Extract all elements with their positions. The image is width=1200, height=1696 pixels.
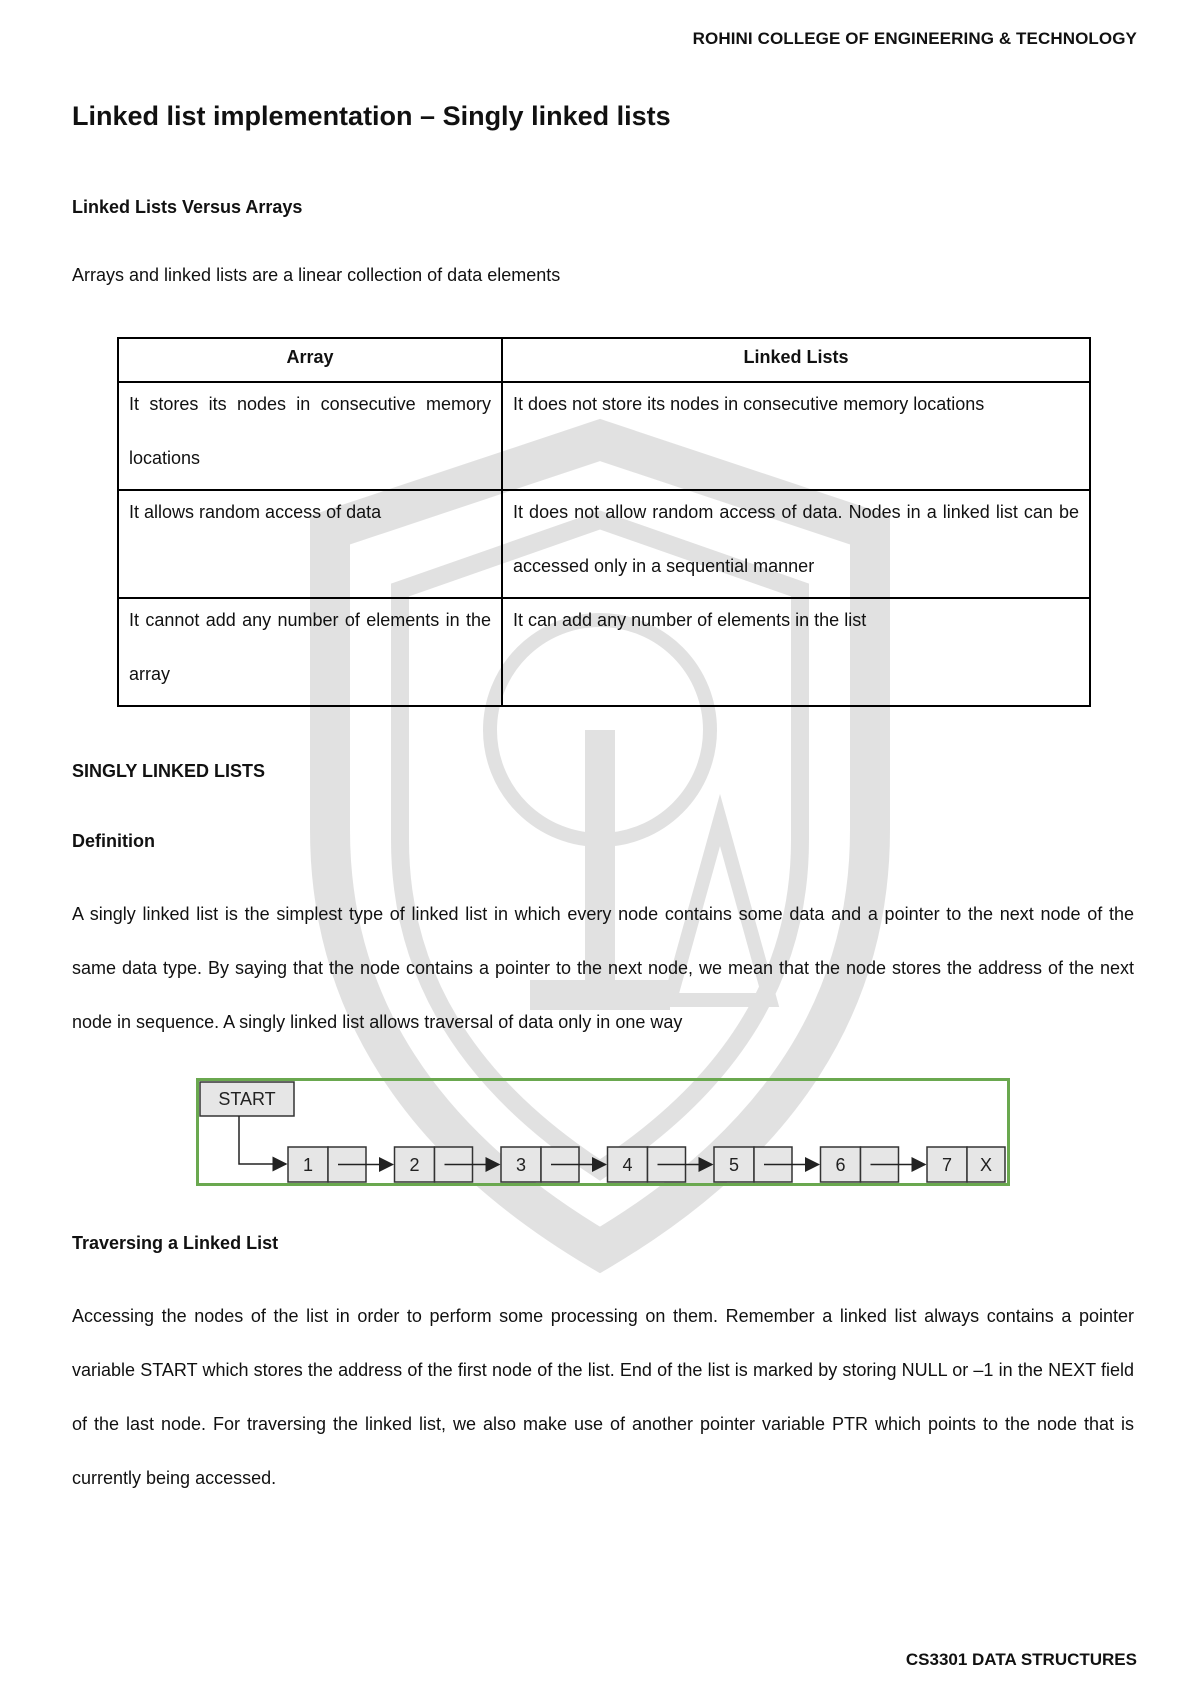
table-row <box>118 490 1090 598</box>
null-marker: X <box>979 1155 993 1175</box>
table-row <box>118 382 1090 490</box>
table-cell: It cannot add any number of elements in the array <box>118 598 502 706</box>
section-heading-traversing: Traversing a Linked List <box>72 1233 279 1253</box>
definition-paragraph: A singly linked list is the simplest type of linked list in which every node contains some data and a pointer to the next node of the same data type. By saying that the node contains a pointer to the next node, we mean that the node stores the address of the next node in sequence. A singly linked list allows traversal of data only in one way <box>72 904 1134 1032</box>
table-cell: It does not store its nodes in consecutive memory locations <box>502 382 1090 490</box>
intro-text: Arrays and linked lists are a linear collection of data elements <box>72 265 561 285</box>
start-pointer-arrow <box>239 1116 286 1164</box>
table-cell: It allows random access of data <box>118 490 502 598</box>
table-row <box>118 598 1090 706</box>
singly-linked-list-diagram <box>196 1078 1010 1186</box>
node-value-label: 7 <box>941 1155 953 1175</box>
table-header-linked-lists: Linked Lists <box>502 338 1090 382</box>
table-header-array: Array <box>118 338 502 382</box>
table-cell: It does not allow random access of data. Nodes in a linked list can be accessed only in a sequential manner <box>502 490 1090 598</box>
header-institution: ROHINI COLLEGE OF ENGINEERING & TECHNOLOGY <box>692 29 1137 48</box>
node-value-label: 1 <box>302 1155 314 1175</box>
comparison-table <box>117 337 1091 707</box>
start-label: START <box>218 1089 276 1109</box>
table-cell: It stores its nodes in consecutive memory locations <box>118 382 502 490</box>
section-heading-singly-linked-lists: SINGLY LINKED LISTS <box>72 761 266 781</box>
node-value-label: 3 <box>515 1155 527 1175</box>
page-title: Linked list implementation – Singly linked lists <box>72 101 671 131</box>
traversing-paragraph: Accessing the nodes of the list in order to perform some processing on them. Remember a linked list always contains a pointer variable START which stores the address of the first node of the list. End of the list is marked by storing NULL or –1 in the NEXT field of the last node. For traversing the linked list, we also make use of another pointer variable PTR which points to the node that is currently being accessed. <box>72 1306 1134 1488</box>
definition-heading: Definition <box>72 831 155 851</box>
footer-course: CS3301 DATA STRUCTURES <box>905 1650 1137 1669</box>
node-value-label: 4 <box>622 1155 633 1175</box>
section-heading-linked-vs-arrays: Linked Lists Versus Arrays <box>72 197 303 217</box>
node-value-label: 5 <box>728 1155 740 1175</box>
node-value-label: 6 <box>835 1155 846 1175</box>
table-cell: It can add any number of elements in the list <box>502 598 1090 706</box>
node-value-label: 2 <box>409 1155 420 1175</box>
